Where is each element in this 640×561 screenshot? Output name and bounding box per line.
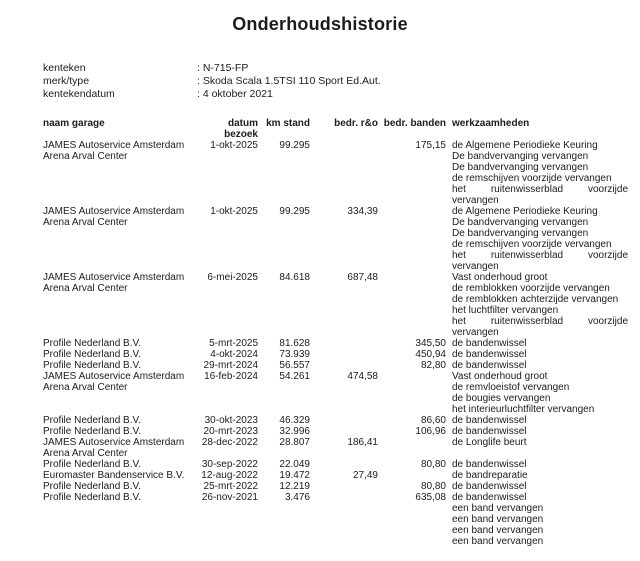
cell-km-stand: 99.295 xyxy=(279,140,310,151)
cell-garage-name: JAMES Autoservice Amsterdam Arena Arval Center xyxy=(43,206,185,228)
werkzaamheden-line: de bandreparatie xyxy=(452,470,528,481)
werkzaamheden-line: de remvloeistof vervangen xyxy=(452,382,570,393)
cell-km-stand: 19.472 xyxy=(279,470,310,481)
cell-amount-ro: 334,39 xyxy=(347,206,378,217)
werkzaamheden-line: het ruitenwisserblad voorzijde vervangen xyxy=(452,184,628,206)
werkzaamheden-line: de remschijven voorzijde vervangen xyxy=(452,173,612,184)
table-row xyxy=(43,426,640,437)
table-row xyxy=(43,492,640,547)
table-body xyxy=(43,140,640,547)
cell-werkzaamheden xyxy=(452,437,628,448)
info-value: : 4 oktober 2021 xyxy=(197,88,273,100)
werkzaamheden-line: de remblokken achterzijde vervangen xyxy=(452,294,619,305)
werkzaamheden-line: de bandenwissel xyxy=(452,426,527,437)
werkzaamheden-line: De bandvervanging vervangen xyxy=(452,228,589,239)
cell-visit-date: 5-mrt-2025 xyxy=(209,338,258,349)
cell-amount-banden: 345,50 xyxy=(415,338,446,349)
column-header-bedr-banden: bedr. banden xyxy=(383,118,446,129)
cell-visit-date: 1-okt-2025 xyxy=(210,140,258,151)
werkzaamheden-line: Vast onderhoud groot xyxy=(452,371,548,382)
werkzaamheden-line: de bandenwissel xyxy=(452,481,527,492)
cell-km-stand: 32.996 xyxy=(279,426,310,437)
cell-amount-banden: 82,80 xyxy=(420,360,446,371)
cell-werkzaamheden xyxy=(452,492,628,547)
werkzaamheden-line: het ruitenwisserblad voorzijde vervangen xyxy=(452,316,628,338)
column-header-datum-bezoek: datum bezoek xyxy=(224,118,258,140)
cell-werkzaamheden xyxy=(452,360,628,371)
cell-garage-name: Profile Nederland B.V. xyxy=(43,349,142,360)
cell-km-stand: 73.939 xyxy=(279,349,310,360)
cell-km-stand: 3.476 xyxy=(284,492,310,503)
werkzaamheden-line: de Algemene Periodieke Keuring xyxy=(452,206,598,217)
table-row xyxy=(43,206,640,272)
cell-visit-date: 29-mrt-2024 xyxy=(203,360,258,371)
cell-amount-banden: 450,94 xyxy=(415,349,446,360)
cell-garage-name: Profile Nederland B.V. xyxy=(43,338,142,349)
cell-visit-date: 16-feb-2024 xyxy=(204,371,258,382)
maintenance-history-table xyxy=(43,118,640,547)
table-header-row xyxy=(43,118,640,140)
info-value: : Skoda Scala 1.5TSI 110 Sport Ed.Aut. xyxy=(197,75,381,87)
werkzaamheden-line: De bandvervanging vervangen xyxy=(452,217,589,228)
cell-amount-ro: 687,48 xyxy=(347,272,378,283)
cell-km-stand: 22.049 xyxy=(279,459,310,470)
cell-garage-name: Profile Nederland B.V. xyxy=(43,481,142,492)
werkzaamheden-line: De bandvervanging vervangen xyxy=(452,151,589,162)
cell-werkzaamheden xyxy=(452,426,628,437)
cell-visit-date: 30-sep-2022 xyxy=(201,459,258,470)
cell-visit-date: 1-okt-2025 xyxy=(210,206,258,217)
info-row xyxy=(43,88,640,101)
cell-amount-ro: 27,49 xyxy=(352,470,378,481)
table-row xyxy=(43,459,640,470)
column-header-werkzaamheden: werkzaamheden xyxy=(452,118,530,129)
werkzaamheden-line: de Longlife beurt xyxy=(452,437,527,448)
werkzaamheden-line: het interieurluchtfilter vervangen xyxy=(452,404,595,415)
table-row xyxy=(43,470,640,481)
cell-visit-date: 20-mrt-2023 xyxy=(203,426,258,437)
info-row xyxy=(43,62,640,75)
werkzaamheden-line: het luchtfilter vervangen xyxy=(452,305,559,316)
werkzaamheden-line: het ruitenwisserblad voorzijde vervangen xyxy=(452,250,628,272)
cell-werkzaamheden xyxy=(452,338,628,349)
cell-visit-date: 26-nov-2021 xyxy=(201,492,258,503)
column-header-km-stand: km stand xyxy=(266,118,310,129)
cell-werkzaamheden xyxy=(452,459,628,470)
cell-visit-date: 4-okt-2024 xyxy=(210,349,258,360)
cell-amount-banden: 80,80 xyxy=(420,459,446,470)
cell-garage-name: Euromaster Bandenservice B.V. xyxy=(43,470,185,481)
werkzaamheden-line: een band vervangen xyxy=(452,525,544,536)
info-row xyxy=(43,75,640,88)
info-label: kenteken xyxy=(43,62,86,74)
werkzaamheden-line: de Algemene Periodieke Keuring xyxy=(452,140,598,151)
cell-amount-banden: 635,08 xyxy=(415,492,446,503)
cell-amount-ro: 474,58 xyxy=(347,371,378,382)
table-row xyxy=(43,371,640,415)
cell-visit-date: 28-dec-2022 xyxy=(201,437,258,448)
cell-werkzaamheden xyxy=(452,140,628,206)
werkzaamheden-line: de remschijven voorzijde vervangen xyxy=(452,239,612,250)
cell-km-stand: 28.807 xyxy=(279,437,310,448)
cell-km-stand: 56.557 xyxy=(279,360,310,371)
cell-werkzaamheden xyxy=(452,481,628,492)
cell-garage-name: JAMES Autoservice Amsterdam Arena Arval Center xyxy=(43,437,185,459)
werkzaamheden-line: de bandenwissel xyxy=(452,360,527,371)
vehicle-info-block xyxy=(43,62,640,101)
werkzaamheden-line: de bougies vervangen xyxy=(452,393,551,404)
werkzaamheden-line: de bandenwissel xyxy=(452,338,527,349)
table-row xyxy=(43,415,640,426)
column-header-naam-garage: naam garage xyxy=(43,118,105,129)
table-row xyxy=(43,140,640,206)
cell-werkzaamheden xyxy=(452,206,628,272)
werkzaamheden-line: Vast onderhoud groot xyxy=(452,272,548,283)
werkzaamheden-line: de bandenwissel xyxy=(452,349,527,360)
cell-garage-name: JAMES Autoservice Amsterdam Arena Arval Center xyxy=(43,140,185,162)
table-row xyxy=(43,349,640,360)
table-row xyxy=(43,437,640,459)
table-row xyxy=(43,272,640,338)
cell-km-stand: 81.628 xyxy=(279,338,310,349)
cell-garage-name: Profile Nederland B.V. xyxy=(43,415,142,426)
werkzaamheden-line: een band vervangen xyxy=(452,514,544,525)
werkzaamheden-line: de remblokken voorzijde vervangen xyxy=(452,283,610,294)
cell-visit-date: 12-aug-2022 xyxy=(201,470,258,481)
cell-garage-name: Profile Nederland B.V. xyxy=(43,492,142,503)
cell-garage-name: JAMES Autoservice Amsterdam Arena Arval Center xyxy=(43,371,185,393)
cell-amount-ro: 186,41 xyxy=(347,437,378,448)
cell-visit-date: 25-mrt-2022 xyxy=(203,481,258,492)
info-label: merk/type xyxy=(43,75,90,87)
table-row xyxy=(43,360,640,371)
cell-garage-name: Profile Nederland B.V. xyxy=(43,426,142,437)
cell-km-stand: 12.219 xyxy=(279,481,310,492)
cell-km-stand: 54.261 xyxy=(279,371,310,382)
cell-km-stand: 46.329 xyxy=(279,415,310,426)
werkzaamheden-line: de bandenwissel xyxy=(452,459,527,470)
cell-amount-banden: 80,80 xyxy=(420,481,446,492)
cell-km-stand: 99.295 xyxy=(279,206,310,217)
cell-werkzaamheden xyxy=(452,415,628,426)
table-row xyxy=(43,338,640,349)
cell-werkzaamheden xyxy=(452,371,628,415)
werkzaamheden-line: de bandenwissel xyxy=(452,492,527,503)
cell-amount-banden: 86,60 xyxy=(420,415,446,426)
cell-amount-banden: 175,15 xyxy=(415,140,446,151)
cell-garage-name: Profile Nederland B.V. xyxy=(43,459,142,470)
cell-werkzaamheden xyxy=(452,349,628,360)
cell-werkzaamheden xyxy=(452,470,628,481)
cell-visit-date: 30-okt-2023 xyxy=(204,415,258,426)
werkzaamheden-line: De bandvervanging vervangen xyxy=(452,162,589,173)
werkzaamheden-line: de bandenwissel xyxy=(452,415,527,426)
table-row xyxy=(43,481,640,492)
cell-werkzaamheden xyxy=(452,272,628,338)
page-title: Onderhoudshistorie xyxy=(232,14,408,34)
info-label: kentekendatum xyxy=(43,88,115,100)
cell-km-stand: 84.618 xyxy=(279,272,310,283)
cell-garage-name: Profile Nederland B.V. xyxy=(43,360,142,371)
werkzaamheden-line: een band vervangen xyxy=(452,503,544,514)
column-header-bedr-ro: bedr. r&o xyxy=(334,118,378,129)
cell-visit-date: 6-mei-2025 xyxy=(207,272,258,283)
werkzaamheden-line: een band vervangen xyxy=(452,536,544,547)
cell-garage-name: JAMES Autoservice Amsterdam Arena Arval Center xyxy=(43,272,185,294)
info-value: : N-715-FP xyxy=(197,62,249,74)
cell-amount-banden: 106,96 xyxy=(415,426,446,437)
